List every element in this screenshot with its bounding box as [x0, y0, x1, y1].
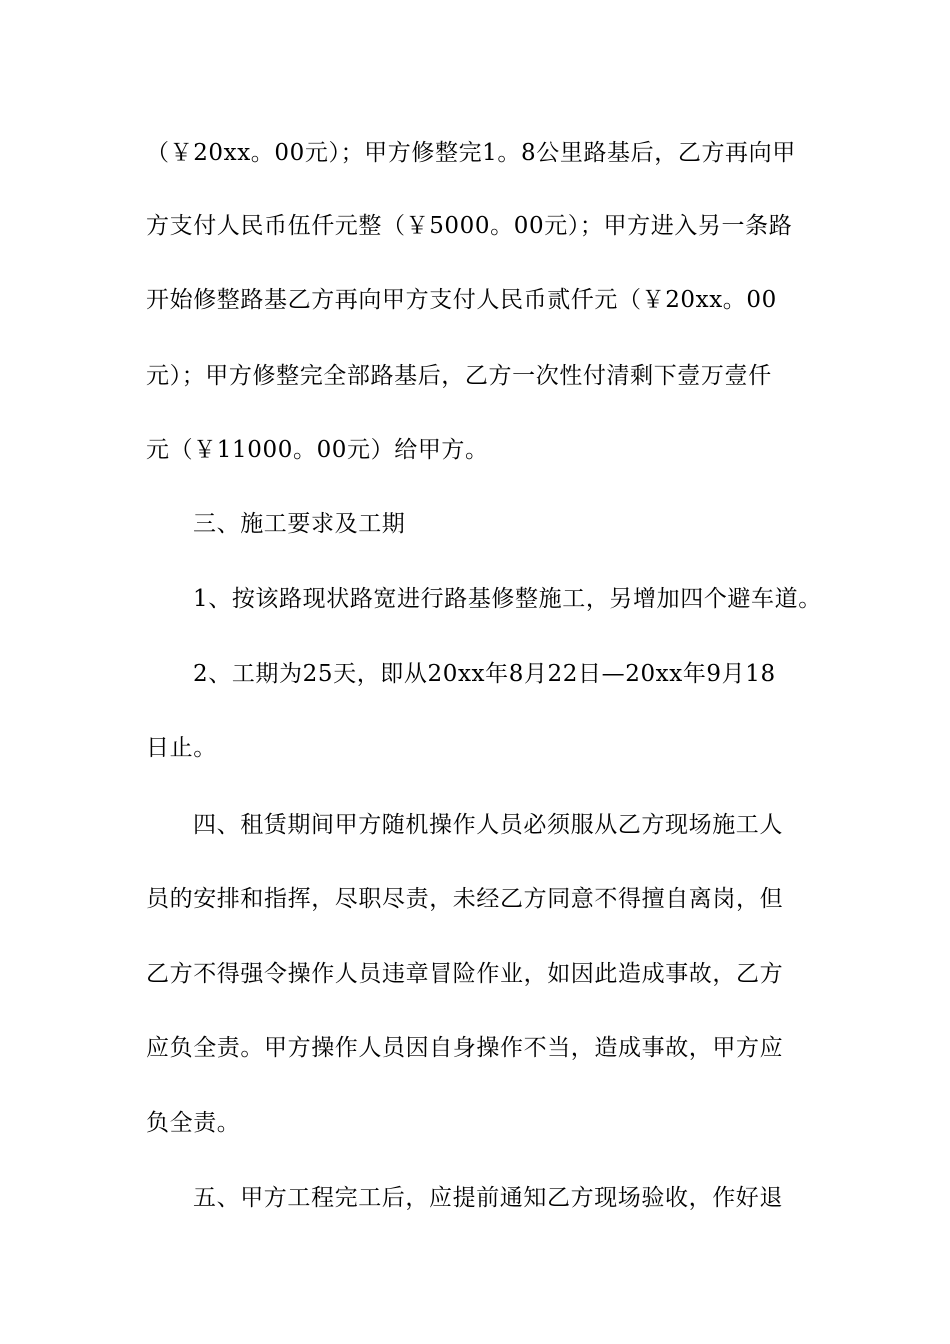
paragraph-line: 乙方不得强令操作人员违章冒险作业，如因此造成事故，乙方	[146, 961, 784, 987]
paragraph-line: 员的安排和指挥，尽职尽责，未经乙方同意不得擅自离岗，但	[146, 886, 784, 912]
paragraph-line: 2、工期为25天，即从20xx年8月22日—20xx年9月18	[193, 661, 776, 687]
paragraph-line: 四、租赁期间甲方随机操作人员必须服从乙方现场施工人	[193, 812, 783, 838]
paragraph-line: 负全责。	[146, 1110, 241, 1136]
paragraph-line: 1、按该路现状路宽进行路基修整施工，另增加四个避车道。	[193, 586, 822, 612]
paragraph-line: 元（￥11000。00元）给甲方。	[146, 437, 489, 463]
paragraph-line: 方支付人民币伍仟元整（￥5000。00元）；甲方进入另一条路	[146, 213, 793, 239]
section-heading: 三、施工要求及工期	[193, 511, 406, 537]
paragraph-line: 应负全责。甲方操作人员因自身操作不当，造成事故，甲方应	[146, 1035, 784, 1061]
paragraph-line: 日止。	[146, 735, 217, 761]
paragraph-line: （￥20xx。00元）；甲方修整完1。8公里路基后，乙方再向甲	[146, 140, 796, 166]
paragraph-line: 元）；甲方修整完全部路基后，乙方一次性付清剩下壹万壹仟	[146, 363, 772, 389]
section-heading: 五、甲方工程完工后，应提前通知乙方现场验收，作好退	[193, 1185, 783, 1211]
paragraph-line: 开始修整路基乙方再向甲方支付人民币贰仟元（￥20xx。00	[146, 287, 777, 313]
